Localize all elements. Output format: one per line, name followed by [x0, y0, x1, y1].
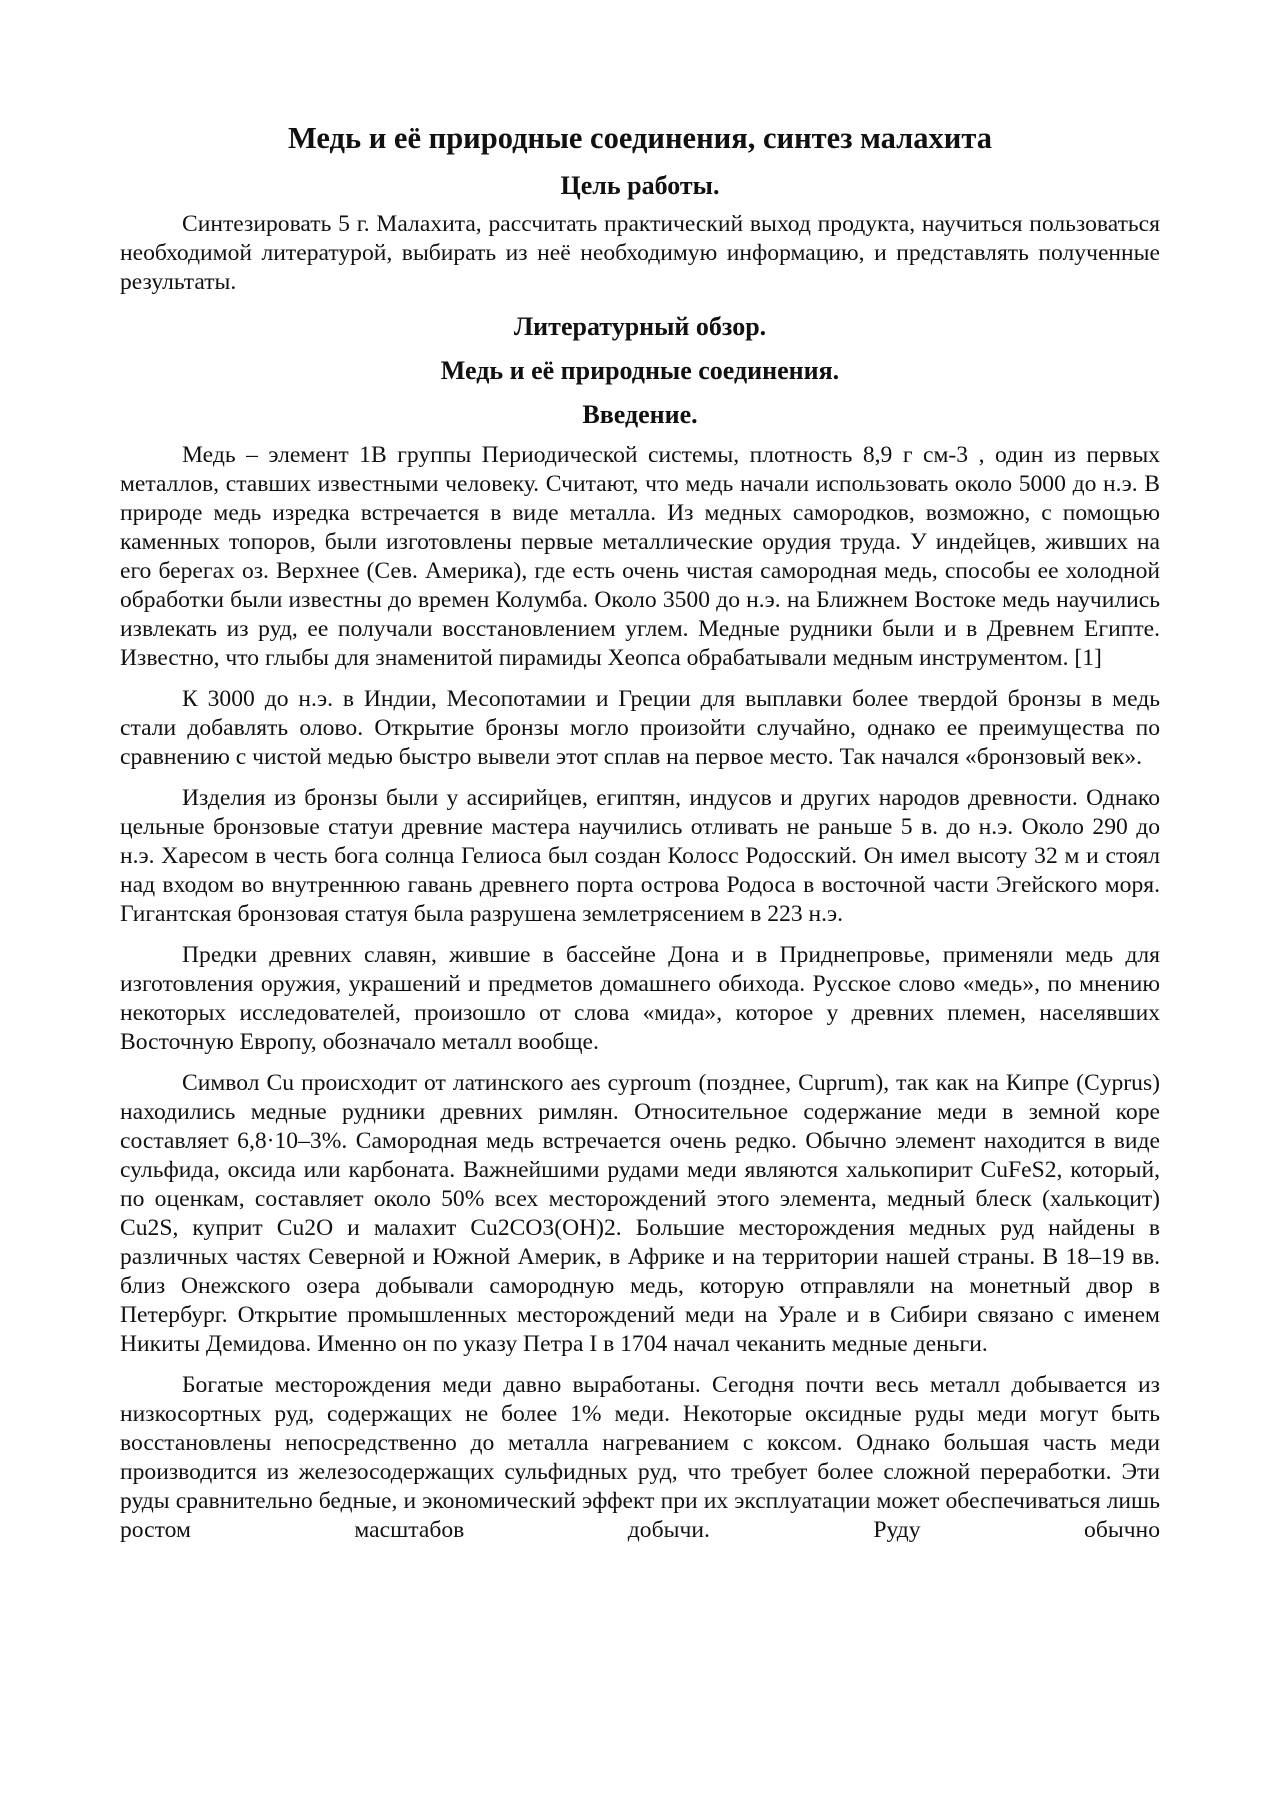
goal-heading: Цель работы.	[560, 171, 720, 200]
paragraph-slavs: Предки древних славян, жившие в бассейне Дона и в Приднепровье, применяли медь для изготовления оружия, украшений и предметов домашнего обихода. Русское слово «медь», по мнению некоторых исследователей, произошло от слова «мида», которое у древних племен, населявших Восточную Европу, обозначало металл вообще.	[120, 942, 1160, 1055]
literature-review-heading: Литературный обзор.	[513, 312, 767, 341]
goal-paragraph: Синтезировать 5 г. Малахита, рассчитать практический выход продукта, научиться пользоваться необходимой литературой, выбирать из неё необходимую информацию, и представлять полученные результаты.	[120, 211, 1160, 295]
paragraph-copper-history: Медь – элемент 1В группы Периодической системы, плотность 8,9 г см-3 , один из первых металлов, ставших известными человеку. Считают, что медь начали использовать около 5000 до н.э. В природе медь изредка встречается в виде металла. Из медных самородков, возможно, с помощью каменных топоров, были изготовлены первые металлические орудия труда. У индейцев, живших на его берегах оз. Верхнее (Сев. Америка), где есть очень чистая самородная медь, способы ее холодной обработки были известны до времен Колумба. Около 3500 до н.э. на Ближнем Востоке медь научились извлекать из руд, ее получали восстановлением углем. Медные рудники были и в Древнем Египте. Известно, что глыбы для знаменитой пирамиды Хеопса обрабатывали медным инструментом. [1]	[120, 442, 1160, 671]
document-title: Медь и её природные соединения, синтез малахита	[288, 121, 992, 155]
paragraph-bronze-statues: Изделия из бронзы были у ассирийцев, египтян, индусов и других народов древности. Однако цельные бронзовые статуи древние мастера научились отливать не раньше 5 в. до н.э. Около 290 до н.э. Харесом в честь бога солнца Гелиоса был создан Колосс Родосский. Он имел высоту 32 м и стоял над входом во внутреннюю гавань древнего порта острова Родоса в восточной части Эгейского моря. Гигантская бронзовая статуя была разрушена землетрясением в 223 н.э.	[120, 785, 1160, 927]
introduction-heading: Введение.	[582, 400, 698, 429]
document-page	[120, 118, 1160, 1545]
paragraph-bronze-age: К 3000 до н.э. в Индии, Месопотамии и Греции для выплавки более твердой бронзы в медь стали добавлять олово. Открытие бронзы могло произойти случайно, однако ее преимущества по сравнению с чистой медью быстро вывели этот сплав на первое место. Так начался «бронзовый век».	[120, 686, 1160, 770]
paragraph-copper-ores: Символ Cu происходит от латинского aes cyproum (позднее, Cuprum), так как на Кипре (Cyprus) находились медные рудники древних римлян. Относительное содержание меди в земной коре составляет 6,8·10–3%. Самородная медь встречается очень редко. Обычно элемент находится в виде сульфида, оксида или карбоната. Важнейшими рудами меди являются халькопирит CuFeS2, который, по оценкам, составляет около 50% всех месторождений этого элемента, медный блеск (халькоцит) Cu2S, куприт Cu2O и малахит Cu2CO3(OH)2. Большие месторождения медных руд найдены в различных частях Северной и Южной Америк, в Африке и на территории нашей страны. В 18–19 вв. близ Онежского озера добывали самородную медь, которую отправляли на монетный двор в Петербург. Открытие промышленных месторождений меди на Урале и в Сибири связано с именем Никиты Демидова. Именно он по указу Петра I в 1704 начал чеканить медные деньги.	[120, 1070, 1160, 1357]
copper-compounds-heading: Медь и её природные соединения.	[440, 356, 840, 385]
paragraph-copper-production: Богатые месторождения меди давно выработаны. Сегодня почти весь металл добывается из низкосортных руд, содержащих не более 1% меди. Некоторые оксидные руды меди могут быть восстановлены непосредственно до металла нагреванием с коксом. Однако большая часть меди производится из железосодержащих сульфидных руд, что требует более сложной переработки. Эти руды сравнительно бедные, и экономический эффект при их эксплуатации может обеспечиваться лишь ростом масштабов добычи. Руду обычно	[120, 1372, 1160, 1543]
